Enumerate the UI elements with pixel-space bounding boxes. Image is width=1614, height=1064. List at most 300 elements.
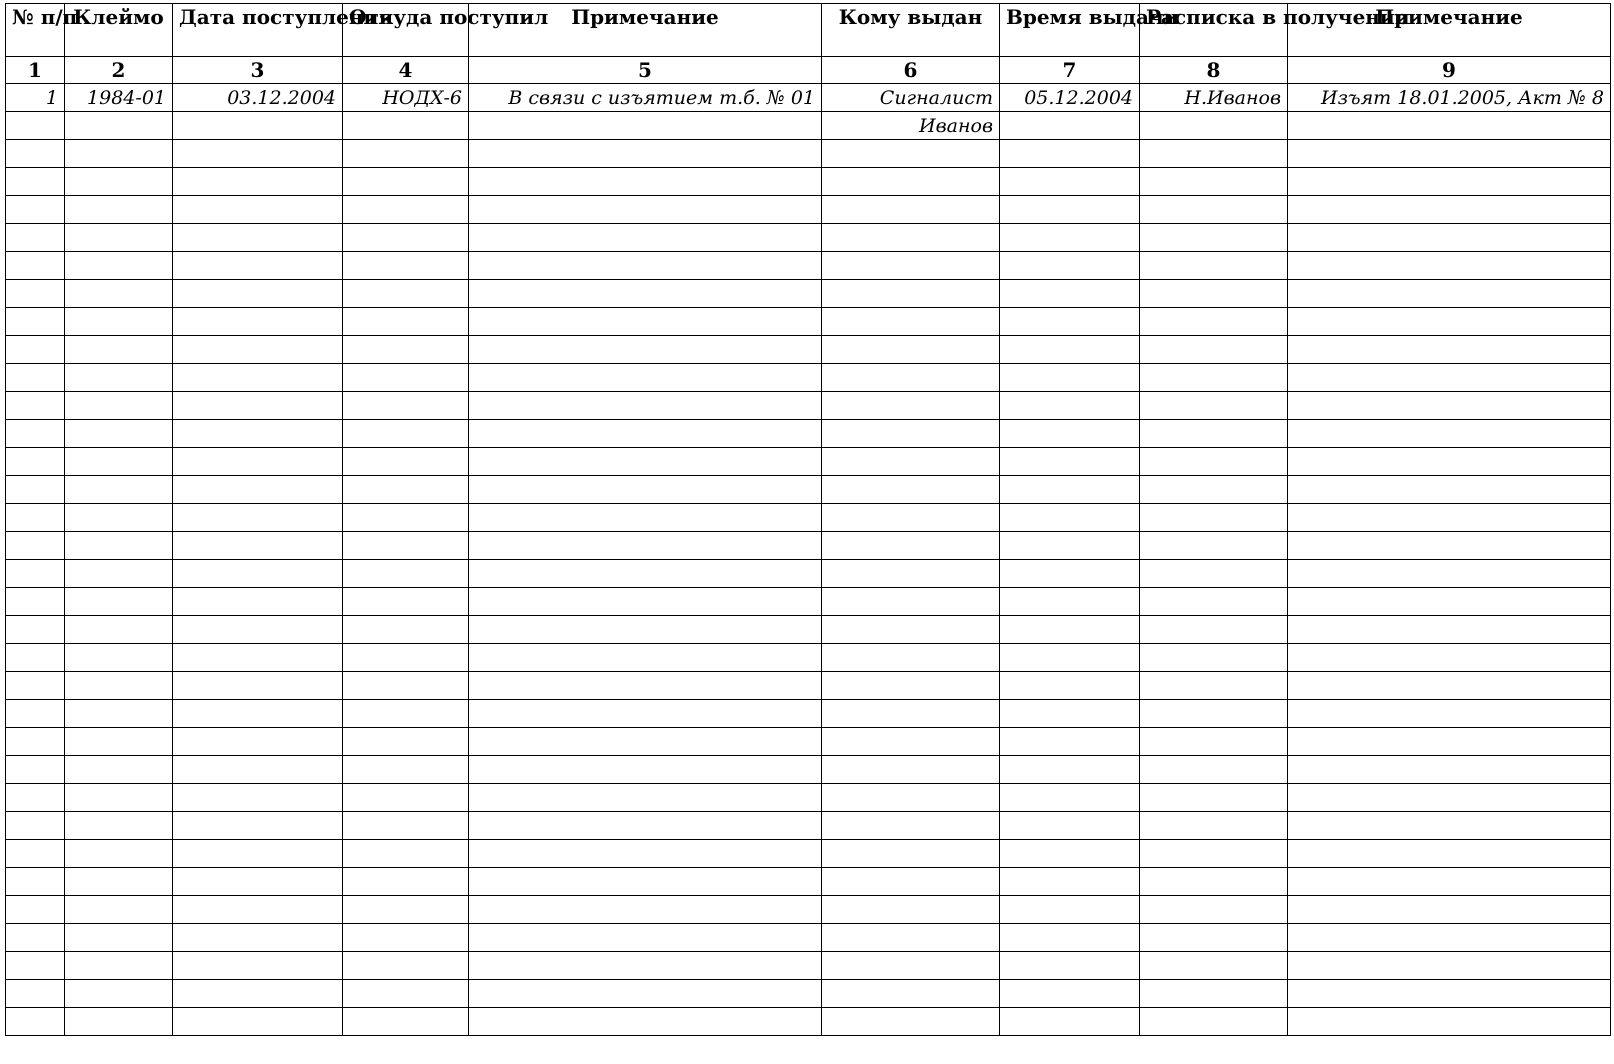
cell-issue-time bbox=[1000, 476, 1140, 504]
cell-stamp bbox=[65, 364, 173, 392]
cell-receipt-date bbox=[173, 560, 343, 588]
table-row bbox=[6, 140, 1611, 168]
cell-stamp bbox=[65, 280, 173, 308]
cell-source bbox=[343, 476, 469, 504]
cell-note-2 bbox=[1288, 308, 1611, 336]
cell-note-2 bbox=[1288, 700, 1611, 728]
header-note-2: Примечание bbox=[1288, 4, 1611, 57]
cell-issue-time bbox=[1000, 588, 1140, 616]
cell-issue-time bbox=[1000, 504, 1140, 532]
cell-receipt-signature bbox=[1140, 224, 1288, 252]
table-row bbox=[6, 700, 1611, 728]
cell-receipt-signature bbox=[1140, 644, 1288, 672]
cell-source bbox=[343, 252, 469, 280]
cell-index bbox=[6, 448, 65, 476]
table-row bbox=[6, 532, 1611, 560]
cell-source bbox=[343, 924, 469, 952]
cell-note-2 bbox=[1288, 336, 1611, 364]
table-row bbox=[6, 672, 1611, 700]
cell-receipt-signature bbox=[1140, 980, 1288, 1008]
cell-note bbox=[469, 672, 822, 700]
cell-receipt-date bbox=[173, 588, 343, 616]
cell-issue-time bbox=[1000, 924, 1140, 952]
column-number: 5 bbox=[469, 57, 822, 84]
cell-index bbox=[6, 392, 65, 420]
header-issued-to: Кому выдан bbox=[822, 4, 1000, 57]
column-number-row bbox=[6, 57, 1611, 84]
cell-note bbox=[469, 280, 822, 308]
column-number: 9 bbox=[1288, 57, 1611, 84]
cell-source bbox=[343, 140, 469, 168]
cell-source bbox=[343, 364, 469, 392]
cell-issued-to bbox=[822, 532, 1000, 560]
cell-receipt-date bbox=[173, 1008, 343, 1036]
cell-issue-time bbox=[1000, 560, 1140, 588]
cell-receipt-date bbox=[173, 784, 343, 812]
cell-receipt-signature bbox=[1140, 392, 1288, 420]
header-stamp: Клеймо bbox=[65, 4, 173, 57]
cell-note bbox=[469, 532, 822, 560]
table-row bbox=[6, 280, 1611, 308]
cell-note-2 bbox=[1288, 224, 1611, 252]
cell-receipt-date bbox=[173, 420, 343, 448]
cell-note-2 bbox=[1288, 168, 1611, 196]
cell-note bbox=[469, 924, 822, 952]
cell-issue-time bbox=[1000, 756, 1140, 784]
table-row bbox=[6, 476, 1611, 504]
cell-stamp bbox=[65, 812, 173, 840]
cell-receipt-signature bbox=[1140, 616, 1288, 644]
cell-index bbox=[6, 700, 65, 728]
table-row bbox=[6, 644, 1611, 672]
cell-receipt-signature bbox=[1140, 700, 1288, 728]
cell-note-2 bbox=[1288, 476, 1611, 504]
cell-index bbox=[6, 840, 65, 868]
cell-issue-time bbox=[1000, 700, 1140, 728]
cell-issued-to bbox=[822, 448, 1000, 476]
cell-receipt-date bbox=[173, 280, 343, 308]
cell-receipt-date bbox=[173, 504, 343, 532]
cell-receipt-signature bbox=[1140, 196, 1288, 224]
cell-note bbox=[469, 308, 822, 336]
cell-index bbox=[6, 588, 65, 616]
cell-index bbox=[6, 224, 65, 252]
cell-issued-to bbox=[822, 224, 1000, 252]
cell-index bbox=[6, 756, 65, 784]
cell-issue-time bbox=[1000, 784, 1140, 812]
cell-note-2 bbox=[1288, 364, 1611, 392]
cell-issue-time bbox=[1000, 420, 1140, 448]
cell-receipt-date bbox=[173, 840, 343, 868]
cell-stamp: 1984-01 bbox=[65, 84, 173, 112]
cell-receipt-signature bbox=[1140, 840, 1288, 868]
cell-stamp bbox=[65, 868, 173, 896]
header-source: Откуда поступил bbox=[343, 4, 469, 57]
cell-receipt-signature bbox=[1140, 896, 1288, 924]
cell-receipt-date bbox=[173, 364, 343, 392]
cell-note bbox=[469, 588, 822, 616]
cell-note bbox=[469, 616, 822, 644]
cell-note bbox=[469, 812, 822, 840]
cell-issue-time bbox=[1000, 616, 1140, 644]
cell-source bbox=[343, 336, 469, 364]
cell-note-2 bbox=[1288, 504, 1611, 532]
table-row bbox=[6, 336, 1611, 364]
cell-issued-to bbox=[822, 868, 1000, 896]
cell-note bbox=[469, 196, 822, 224]
cell-receipt-signature bbox=[1140, 952, 1288, 980]
cell-source bbox=[343, 868, 469, 896]
table-row bbox=[6, 392, 1611, 420]
table-row bbox=[6, 196, 1611, 224]
cell-issued-to bbox=[822, 728, 1000, 756]
cell-index bbox=[6, 308, 65, 336]
cell-source bbox=[343, 756, 469, 784]
table-row bbox=[6, 896, 1611, 924]
cell-index bbox=[6, 924, 65, 952]
cell-source bbox=[343, 840, 469, 868]
cell-note-2 bbox=[1288, 756, 1611, 784]
column-number: 7 bbox=[1000, 57, 1140, 84]
cell-receipt-signature bbox=[1140, 1008, 1288, 1036]
cell-receipt-date bbox=[173, 532, 343, 560]
cell-issued-to bbox=[822, 812, 1000, 840]
cell-receipt-signature bbox=[1140, 924, 1288, 952]
cell-issued-to bbox=[822, 784, 1000, 812]
cell-index bbox=[6, 420, 65, 448]
cell-note-2 bbox=[1288, 392, 1611, 420]
cell-note-2 bbox=[1288, 980, 1611, 1008]
cell-receipt-date bbox=[173, 924, 343, 952]
cell-source bbox=[343, 644, 469, 672]
cell-issued-to bbox=[822, 672, 1000, 700]
cell-receipt-signature bbox=[1140, 280, 1288, 308]
cell-receipt-signature bbox=[1140, 140, 1288, 168]
cell-source bbox=[343, 560, 469, 588]
table-row bbox=[6, 588, 1611, 616]
cell-source bbox=[343, 784, 469, 812]
cell-issue-time bbox=[1000, 840, 1140, 868]
cell-source bbox=[343, 700, 469, 728]
cell-receipt-signature bbox=[1140, 588, 1288, 616]
cell-index bbox=[6, 896, 65, 924]
cell-issue-time bbox=[1000, 252, 1140, 280]
journal-table bbox=[5, 3, 1611, 1036]
cell-stamp bbox=[65, 672, 173, 700]
cell-source bbox=[343, 504, 469, 532]
cell-note bbox=[469, 952, 822, 980]
cell-stamp bbox=[65, 952, 173, 980]
cell-receipt-date bbox=[173, 252, 343, 280]
cell-note bbox=[469, 728, 822, 756]
cell-note bbox=[469, 784, 822, 812]
cell-receipt-date bbox=[173, 672, 343, 700]
cell-stamp bbox=[65, 252, 173, 280]
cell-index bbox=[6, 784, 65, 812]
cell-receipt-date: 03.12.2004 bbox=[173, 84, 343, 112]
cell-index bbox=[6, 504, 65, 532]
cell-index bbox=[6, 364, 65, 392]
cell-index bbox=[6, 868, 65, 896]
cell-source bbox=[343, 728, 469, 756]
cell-source bbox=[343, 168, 469, 196]
cell-stamp bbox=[65, 504, 173, 532]
cell-source bbox=[343, 420, 469, 448]
cell-stamp bbox=[65, 840, 173, 868]
cell-note bbox=[469, 224, 822, 252]
header-receipt-date: Дата поступления bbox=[173, 4, 343, 57]
cell-issue-time bbox=[1000, 812, 1140, 840]
cell-issued-to: Иванов bbox=[822, 112, 1000, 140]
cell-stamp bbox=[65, 616, 173, 644]
table-row bbox=[6, 252, 1611, 280]
table-row bbox=[6, 448, 1611, 476]
cell-receipt-signature bbox=[1140, 252, 1288, 280]
cell-receipt-date bbox=[173, 728, 343, 756]
cell-receipt-date bbox=[173, 196, 343, 224]
cell-receipt-signature bbox=[1140, 112, 1288, 140]
cell-stamp bbox=[65, 644, 173, 672]
cell-issue-time bbox=[1000, 980, 1140, 1008]
cell-stamp bbox=[65, 336, 173, 364]
table-row bbox=[6, 952, 1611, 980]
cell-stamp bbox=[65, 700, 173, 728]
cell-stamp bbox=[65, 112, 173, 140]
cell-receipt-signature bbox=[1140, 672, 1288, 700]
cell-note bbox=[469, 756, 822, 784]
cell-source bbox=[343, 812, 469, 840]
table-row bbox=[6, 812, 1611, 840]
table-row bbox=[6, 112, 1611, 140]
cell-issued-to bbox=[822, 504, 1000, 532]
table-row bbox=[6, 868, 1611, 896]
cell-issued-to bbox=[822, 560, 1000, 588]
cell-stamp bbox=[65, 560, 173, 588]
cell-source: НОДХ-6 bbox=[343, 84, 469, 112]
cell-issued-to bbox=[822, 308, 1000, 336]
cell-note-2 bbox=[1288, 644, 1611, 672]
cell-source bbox=[343, 224, 469, 252]
cell-index bbox=[6, 644, 65, 672]
cell-receipt-date bbox=[173, 896, 343, 924]
cell-note bbox=[469, 644, 822, 672]
table-row bbox=[6, 980, 1611, 1008]
cell-stamp bbox=[65, 728, 173, 756]
table-row bbox=[6, 84, 1611, 112]
table-row bbox=[6, 728, 1611, 756]
cell-stamp bbox=[65, 896, 173, 924]
cell-receipt-date bbox=[173, 868, 343, 896]
cell-receipt-date bbox=[173, 168, 343, 196]
cell-issued-to bbox=[822, 616, 1000, 644]
cell-issue-time bbox=[1000, 896, 1140, 924]
cell-stamp bbox=[65, 140, 173, 168]
cell-note bbox=[469, 168, 822, 196]
cell-issue-time bbox=[1000, 672, 1140, 700]
cell-note-2 bbox=[1288, 280, 1611, 308]
cell-stamp bbox=[65, 476, 173, 504]
cell-receipt-signature bbox=[1140, 476, 1288, 504]
cell-issued-to bbox=[822, 896, 1000, 924]
table-row bbox=[6, 560, 1611, 588]
cell-index bbox=[6, 476, 65, 504]
column-number: 2 bbox=[65, 57, 173, 84]
table-row bbox=[6, 504, 1611, 532]
cell-issued-to bbox=[822, 476, 1000, 504]
cell-issue-time bbox=[1000, 168, 1140, 196]
cell-receipt-date bbox=[173, 308, 343, 336]
cell-receipt-date bbox=[173, 112, 343, 140]
cell-issue-time bbox=[1000, 448, 1140, 476]
cell-note-2 bbox=[1288, 812, 1611, 840]
cell-issued-to bbox=[822, 364, 1000, 392]
cell-note-2 bbox=[1288, 672, 1611, 700]
cell-note bbox=[469, 336, 822, 364]
cell-note bbox=[469, 868, 822, 896]
cell-note-2 bbox=[1288, 448, 1611, 476]
cell-note-2 bbox=[1288, 112, 1611, 140]
column-number: 3 bbox=[173, 57, 343, 84]
cell-receipt-date bbox=[173, 644, 343, 672]
cell-issued-to bbox=[822, 756, 1000, 784]
cell-issued-to bbox=[822, 1008, 1000, 1036]
cell-issue-time bbox=[1000, 196, 1140, 224]
cell-issued-to bbox=[822, 644, 1000, 672]
table-row bbox=[6, 756, 1611, 784]
cell-index bbox=[6, 1008, 65, 1036]
cell-receipt-signature bbox=[1140, 448, 1288, 476]
cell-issued-to bbox=[822, 336, 1000, 364]
cell-note: В связи с изъятием т.б. № 01 bbox=[469, 84, 822, 112]
cell-index bbox=[6, 980, 65, 1008]
cell-index bbox=[6, 252, 65, 280]
cell-source bbox=[343, 532, 469, 560]
column-number: 6 bbox=[822, 57, 1000, 84]
cell-source bbox=[343, 588, 469, 616]
cell-note bbox=[469, 700, 822, 728]
cell-issue-time bbox=[1000, 364, 1140, 392]
cell-note-2 bbox=[1288, 420, 1611, 448]
cell-receipt-date bbox=[173, 616, 343, 644]
cell-stamp bbox=[65, 224, 173, 252]
table-body bbox=[6, 84, 1611, 1036]
cell-note-2 bbox=[1288, 896, 1611, 924]
cell-issue-time bbox=[1000, 532, 1140, 560]
cell-stamp bbox=[65, 1008, 173, 1036]
cell-note bbox=[469, 840, 822, 868]
cell-issued-to bbox=[822, 252, 1000, 280]
header-index: № п/п bbox=[6, 4, 65, 57]
cell-issued-to bbox=[822, 280, 1000, 308]
cell-source bbox=[343, 952, 469, 980]
cell-index bbox=[6, 672, 65, 700]
cell-source bbox=[343, 196, 469, 224]
cell-index bbox=[6, 168, 65, 196]
cell-issue-time bbox=[1000, 280, 1140, 308]
cell-index bbox=[6, 112, 65, 140]
cell-index bbox=[6, 196, 65, 224]
column-number: 4 bbox=[343, 57, 469, 84]
table-row bbox=[6, 924, 1611, 952]
cell-note bbox=[469, 504, 822, 532]
cell-issued-to bbox=[822, 140, 1000, 168]
cell-stamp bbox=[65, 980, 173, 1008]
cell-note-2 bbox=[1288, 588, 1611, 616]
cell-note bbox=[469, 392, 822, 420]
cell-stamp bbox=[65, 168, 173, 196]
cell-issue-time bbox=[1000, 1008, 1140, 1036]
cell-index bbox=[6, 532, 65, 560]
cell-source bbox=[343, 980, 469, 1008]
cell-receipt-date bbox=[173, 980, 343, 1008]
cell-receipt-signature bbox=[1140, 532, 1288, 560]
table-row bbox=[6, 308, 1611, 336]
cell-source bbox=[343, 896, 469, 924]
table-row bbox=[6, 364, 1611, 392]
cell-note-2 bbox=[1288, 840, 1611, 868]
cell-receipt-signature bbox=[1140, 756, 1288, 784]
cell-issued-to bbox=[822, 196, 1000, 224]
cell-note bbox=[469, 476, 822, 504]
cell-note-2 bbox=[1288, 532, 1611, 560]
cell-note bbox=[469, 448, 822, 476]
header-issue-time: Время выдачи bbox=[1000, 4, 1140, 57]
cell-note-2 bbox=[1288, 924, 1611, 952]
cell-note bbox=[469, 420, 822, 448]
cell-stamp bbox=[65, 756, 173, 784]
cell-note bbox=[469, 252, 822, 280]
cell-receipt-signature bbox=[1140, 812, 1288, 840]
cell-note-2 bbox=[1288, 616, 1611, 644]
cell-note-2 bbox=[1288, 868, 1611, 896]
cell-source bbox=[343, 112, 469, 140]
cell-issued-to bbox=[822, 588, 1000, 616]
cell-receipt-signature bbox=[1140, 728, 1288, 756]
cell-issue-time bbox=[1000, 140, 1140, 168]
cell-index bbox=[6, 140, 65, 168]
cell-source bbox=[343, 672, 469, 700]
cell-issued-to bbox=[822, 952, 1000, 980]
cell-receipt-signature: Н.Иванов bbox=[1140, 84, 1288, 112]
cell-issue-time bbox=[1000, 644, 1140, 672]
cell-stamp bbox=[65, 924, 173, 952]
table-header bbox=[6, 4, 1611, 84]
cell-note-2 bbox=[1288, 560, 1611, 588]
cell-stamp bbox=[65, 588, 173, 616]
cell-stamp bbox=[65, 308, 173, 336]
table-row bbox=[6, 784, 1611, 812]
cell-issue-time bbox=[1000, 392, 1140, 420]
cell-source bbox=[343, 280, 469, 308]
table-row bbox=[6, 168, 1611, 196]
table-row bbox=[6, 840, 1611, 868]
cell-note-2 bbox=[1288, 1008, 1611, 1036]
cell-note bbox=[469, 1008, 822, 1036]
cell-receipt-date bbox=[173, 700, 343, 728]
cell-receipt-date bbox=[173, 812, 343, 840]
header-note: Примечание bbox=[469, 4, 822, 57]
cell-issued-to: Сигналист bbox=[822, 84, 1000, 112]
cell-note bbox=[469, 980, 822, 1008]
cell-stamp bbox=[65, 392, 173, 420]
cell-note-2 bbox=[1288, 784, 1611, 812]
column-number: 1 bbox=[6, 57, 65, 84]
cell-note bbox=[469, 896, 822, 924]
cell-receipt-signature bbox=[1140, 308, 1288, 336]
cell-index bbox=[6, 616, 65, 644]
cell-issued-to bbox=[822, 392, 1000, 420]
cell-issue-time bbox=[1000, 308, 1140, 336]
